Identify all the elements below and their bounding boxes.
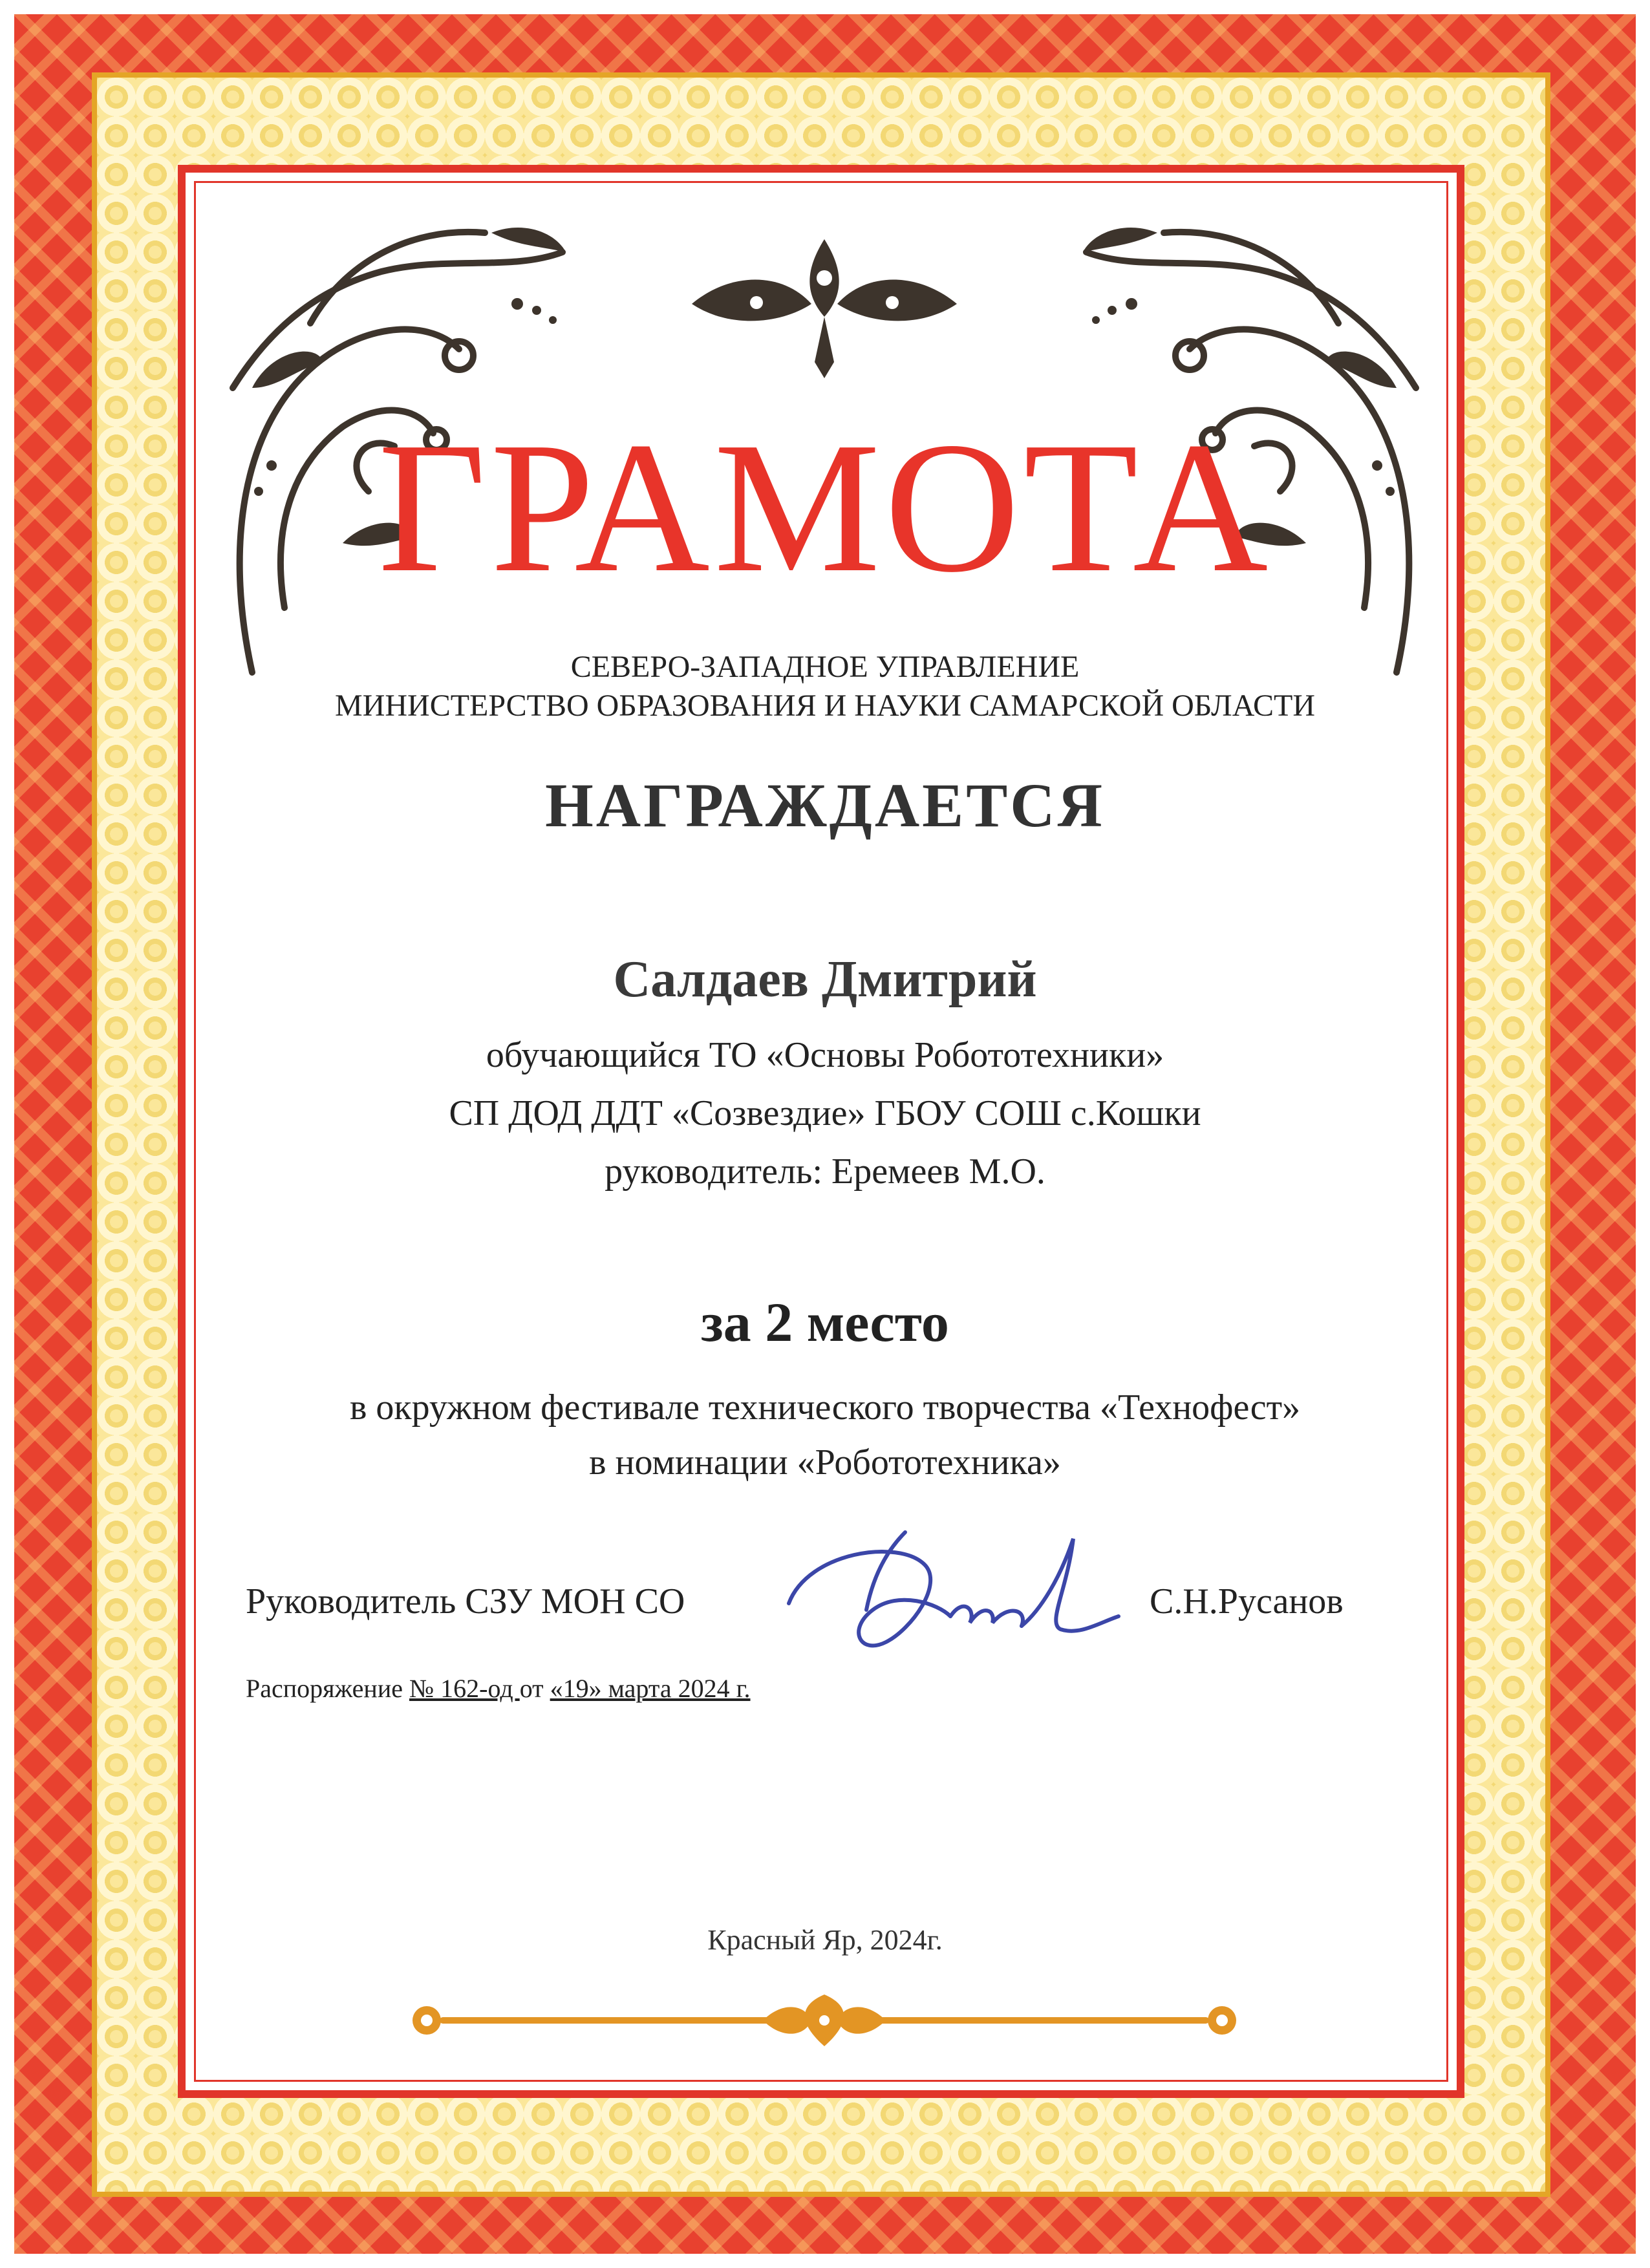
issuer-line-2: МИНИСТЕРСТВО ОБРАЗОВАНИЯ И НАУКИ САМАРСКОЙ ОБЛАСТИ [335,689,1315,723]
order-line [246,1673,751,1704]
issuer-line-1: СЕВЕРО-ЗАПАДНОЕ УПРАВЛЕНИЕ [570,650,1080,684]
signer-name: С.Н.Русанов [1150,1581,1344,1621]
certificate-title: ГРАМОТА [378,403,1272,611]
signer-title: Руководитель СЗУ МОН СО [246,1581,685,1621]
order-prefix: Распоряжение [246,1674,403,1703]
order-from: от [519,1674,544,1703]
order-date: «19» марта 2024 г. [550,1674,751,1703]
bottom-ornament [401,1991,1248,2049]
handwritten-signature [769,1513,1131,1681]
order-number: № 162-од [409,1674,520,1703]
recipient-line-3: руководитель: Еремеев М.О. [605,1151,1045,1192]
reason-line-1: в окружном фестивале технического творчества «Технофест» [349,1387,1301,1428]
city-year: Красный Яр, 2024г. [707,1924,943,1956]
awarded-heading: НАГРАЖДАЕТСЯ [545,771,1105,840]
top-center-ornament [679,233,970,381]
place-awarded: за 2 место [701,1291,949,1353]
recipient-line-2: СП ДОД ДДТ «Созвездие» ГБОУ СОШ с.Кошки [449,1093,1201,1133]
reason-line-2: в номинации «Робототехника» [589,1442,1061,1482]
recipient-name: Салдаев Дмитрий [613,951,1037,1008]
recipient-line-1: обучающийся ТО «Основы Робототехники» [486,1035,1164,1075]
